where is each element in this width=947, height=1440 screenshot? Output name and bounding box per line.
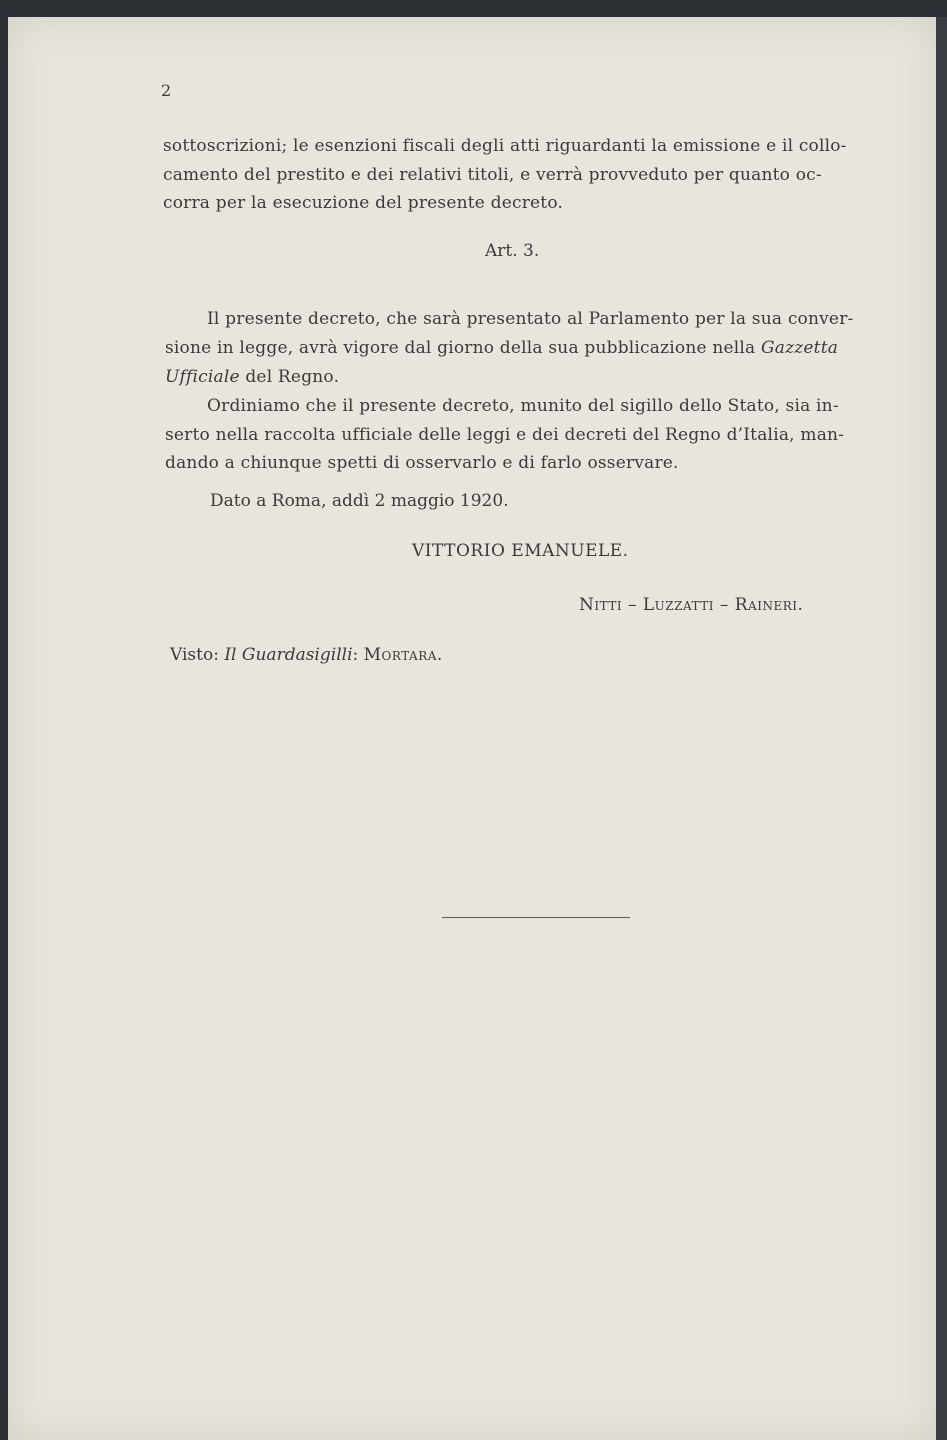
page-edge-shadow [936, 17, 947, 1440]
paragraph-2-line-3-end: del Regno. [239, 367, 340, 387]
article-heading: Art. 3. [485, 241, 540, 261]
paragraph-3-line-1: Ordiniamo che il presente decreto, munito del sigillo dello Stato, sia in- [207, 396, 839, 416]
paragraph-1-line-2: camento del prestito e dei relativi titoli, e verrà provveduto per quanto oc- [163, 165, 822, 185]
guardasigilli-title: Il Guardasigilli [224, 645, 353, 665]
date-line: Dato a Roma, addì 2 maggio 1920. [210, 491, 509, 511]
king-signature: VITTORIO EMANUELE. [412, 541, 629, 561]
paragraph-2-line-2 [165, 334, 838, 363]
ufficiale-italic: Ufficiale [165, 367, 240, 387]
paragraph-2-line-2-start: sione in legge, avrà vigore dal giorno della sua pubblicazione nella [165, 338, 761, 358]
end-divider-rule [442, 917, 630, 918]
paragraph-2-line-1: Il presente decreto, che sarà presentato al Parlamento per la sua conver- [207, 309, 854, 329]
paragraph-2-line-3 [165, 363, 339, 392]
paragraph-1-line-1: sottoscrizioni; le esenzioni fiscali degli atti riguardanti la emissione e il collo- [163, 136, 847, 156]
page-number: 2 [161, 81, 172, 100]
visto-colon: : [352, 645, 364, 665]
paragraph-3-line-3: dando a chiunque spetti di osservarlo e di farlo osservare. [165, 453, 679, 473]
document-page [8, 17, 936, 1440]
mortara-name: Mortara. [363, 645, 443, 665]
visto-line [170, 645, 443, 665]
gazzetta-italic: Gazzetta [760, 338, 839, 358]
visto-prefix: Visto: [170, 645, 225, 665]
paragraph-3-line-2: serto nella raccolta ufficiale delle leggi e dei decreti del Regno d’Italia, man- [165, 425, 845, 445]
paragraph-1-line-3: corra per la esecuzione del presente decreto. [163, 193, 564, 213]
ministers-signatures: Nitti – Luzzatti – Raineri. [579, 595, 804, 615]
